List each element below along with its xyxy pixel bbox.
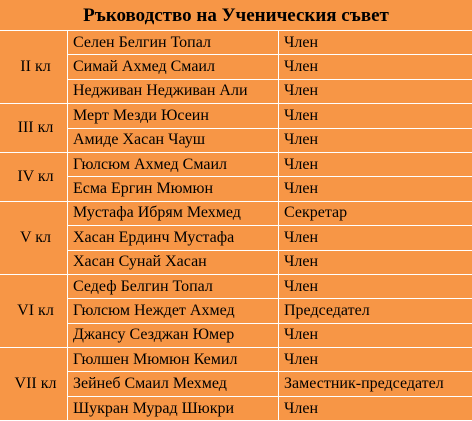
role-cell: Член [279, 128, 472, 152]
table-row [0, 323, 472, 347]
student-name-cell: Гюлшен Мюмюн Кемил [68, 348, 279, 372]
student-name-cell: Есма Ергин Мюмюн [68, 177, 279, 201]
role-cell: Председател [279, 299, 472, 323]
student-name-cell: Хасан Сунай Хасан [68, 250, 279, 274]
student-name-cell: Джансу Сезджан Юмер [68, 323, 279, 347]
student-name-cell: Мустафа Ибрям Мехмед [68, 201, 279, 225]
grade-cell: V кл [0, 201, 68, 274]
student-name-cell: Гюлсюм Ахмед Смаил [68, 152, 279, 176]
student-name-cell: Мерт Мезди Юсеин [68, 104, 279, 128]
role-cell: Член [279, 79, 472, 103]
table-row [0, 79, 472, 103]
table-row [0, 104, 472, 128]
table-row [0, 201, 472, 225]
table-row [0, 31, 472, 55]
table-row [0, 152, 472, 176]
table-row [0, 396, 472, 420]
student-name-cell: Шукран Мурад Шюкри [68, 396, 279, 420]
grade-cell: IV кл [0, 152, 68, 201]
table-row [0, 55, 472, 79]
role-cell: Член [279, 55, 472, 79]
student-name-cell: Седеф Белгин Топал [68, 274, 279, 298]
role-cell: Член [279, 177, 472, 201]
role-cell: Заместник-председател [279, 372, 472, 396]
role-cell: Член [279, 348, 472, 372]
grade-cell: VI кл [0, 274, 68, 347]
role-cell: Член [279, 274, 472, 298]
table-row [0, 226, 472, 250]
role-cell: Секретар [279, 201, 472, 225]
table-row [0, 348, 472, 372]
table-row [0, 128, 472, 152]
role-cell: Член [279, 396, 472, 420]
table-row [0, 250, 472, 274]
role-cell: Член [279, 250, 472, 274]
role-cell: Член [279, 226, 472, 250]
student-name-cell: Хасан Ердинч Мустафа [68, 226, 279, 250]
role-cell: Член [279, 323, 472, 347]
student-name-cell: Зейнеб Смаил Мехмед [68, 372, 279, 396]
grade-cell: III кл [0, 104, 68, 153]
role-cell: Член [279, 31, 472, 55]
council-table [0, 30, 472, 421]
student-name-cell: Недживан Недживан Али [68, 79, 279, 103]
student-name-cell: Гюлсюм Неждет Ахмед [68, 299, 279, 323]
grade-cell: VII кл [0, 348, 68, 421]
table-row [0, 177, 472, 201]
role-cell: Член [279, 104, 472, 128]
council-table-body [0, 31, 472, 421]
student-name-cell: Амиде Хасан Чауш [68, 128, 279, 152]
role-cell: Член [279, 152, 472, 176]
student-name-cell: Селен Белгин Топал [68, 31, 279, 55]
student-name-cell: Симай Ахмед Смаил [68, 55, 279, 79]
table-row [0, 299, 472, 323]
table-row [0, 372, 472, 396]
table-title: Ръководство на Ученическия съвет [0, 0, 472, 30]
grade-cell: II кл [0, 31, 68, 104]
table-row [0, 274, 472, 298]
